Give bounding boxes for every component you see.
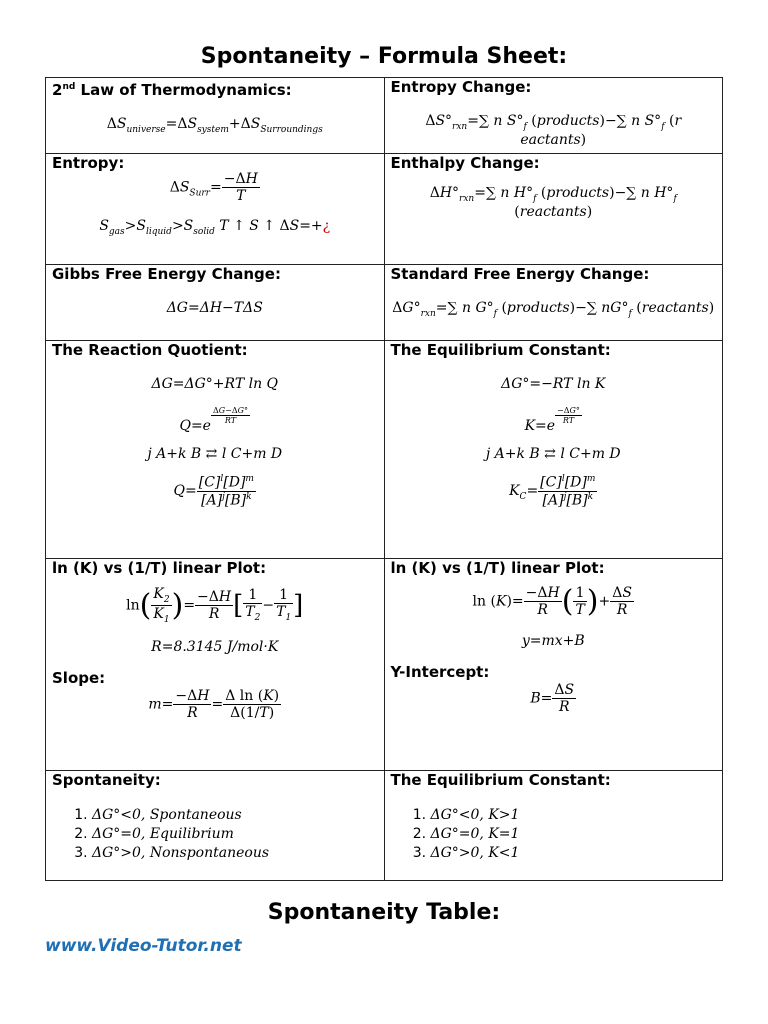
reaction-quotient-heading: The Reaction Quotient:: [52, 341, 248, 359]
gibbs-heading: Gibbs Free Energy Change:: [52, 265, 281, 283]
gas-constant: R=8.3145 J/mol·K: [151, 638, 279, 655]
cell-equilibrium-constant-2: [384, 771, 723, 881]
intercept-heading: Y-Intercept:: [390, 663, 490, 681]
spontaneity-heading: Spontaneity:: [52, 771, 161, 789]
gibbs-equation: ΔG=ΔH−TΔS: [166, 300, 263, 316]
entropy-state-equation: $S_{gas}>S_{liquid}>S_{solid}$ T ↑ S ↑ ΔS=+¿: [99, 218, 331, 237]
second-law-equation: $\Delta S_{universe}=\Delta S_{system}+\Delta S_{Surroundings}$: [106, 116, 323, 135]
standard-free-heading: Standard Free Energy Change:: [390, 265, 650, 283]
reaction-quotient-eq2: Q=e $\frac{\Delta G-\Delta G^\circ}{RT}$: [179, 406, 249, 434]
equilibrium-list: [391, 806, 717, 863]
entropy-surr-equation: $\Delta S_{Surr}=$ $\frac{-\Delta H}{T}$: [169, 171, 258, 204]
entropy-heading: Entropy:: [52, 154, 125, 172]
formula-table: [45, 77, 723, 881]
ln-plot-right-heading: ln (K) vs (1/T) linear Plot:: [390, 559, 605, 577]
equilibrium-constant-heading: The Equilibrium Constant:: [390, 341, 611, 359]
list-item: 1. ΔG°<0, K>1: [431, 806, 717, 825]
heading-text: Law of Thermodynamics:: [75, 81, 292, 99]
cell-gibbs: [46, 265, 385, 341]
cell-spontaneity: [46, 771, 385, 881]
page-title: Spontaneity – Formula Sheet:: [200, 44, 568, 69]
enthalpy-change-equation: $\Delta H^\circ_{rxn}=\sum$ n $H^\circ_f$ (products)−∑ n $H^\circ_f$ (reactants): [429, 185, 677, 220]
website-link[interactable]: www.Video-Tutor.net: [45, 936, 242, 956]
cell-second-law: [46, 78, 385, 154]
slope-equation: m= $\frac{-\Delta H}{R}$ = $\frac{\text{Δ ln (K)}}{\Delta(1/T)}$: [148, 687, 280, 721]
list-item: 1. ΔG°<0, Spontaneous: [92, 806, 378, 825]
reaction-quotient-eq4: Q= $\frac{[C]^l[D]^m}{[A]^j[B]^k}$: [173, 474, 254, 509]
intercept-equation: B= $\frac{\Delta S}{R}$: [530, 682, 575, 715]
equilibrium-constant-eq1: ΔG°=−RT ln K: [501, 376, 606, 392]
second-law-heading: [52, 78, 378, 100]
cell-ln-plot-right: [384, 559, 723, 771]
heading-number: 2: [52, 81, 63, 99]
heading-ordinal: nd: [62, 82, 76, 92]
enthalpy-change-heading: Enthalpy Change:: [390, 154, 540, 172]
equilibrium-constant-eq2: K=e $\frac{-\Delta G^\circ}{RT}$: [524, 406, 580, 434]
reaction-quotient-eq3: j A+k B ⇄ l C+m D: [147, 446, 283, 462]
equilibrium-constant-eq4: $K_C=$ $\frac{[C]^l[D]^m}{[A]^j[B]^k}$: [509, 474, 596, 509]
ln-ratio-equation: ln( $\frac{K_2}{K_1}$ )= $\frac{-\Delta H}{R}$ [ $\frac{1}{T_2}$ − $\frac{1}{T_1}$ ]: [126, 586, 304, 625]
list-item: 2. ΔG°=0, K=1: [431, 825, 717, 844]
ln-plot-left-heading: ln (K) vs (1/T) linear Plot:: [52, 559, 267, 577]
cell-equilibrium-constant: [384, 341, 723, 559]
entropy-change-equation: $\Delta S^\circ_{rxn}=\sum$ n $S^\circ_f$ (products)−∑ n $S^\circ_f$ (r eactants): [425, 113, 682, 148]
list-item: 3. ΔG°>0, Nonspontaneous: [92, 844, 378, 863]
standard-free-equation: $\Delta G^\circ_{rxn}=\sum$ n $G^\circ_f$ (products)−∑ $nG^\circ_f$ (reactants): [392, 300, 715, 319]
entropy-change-heading: Entropy Change:: [390, 78, 532, 96]
spontaneity-table-title: Spontaneity Table:: [267, 900, 501, 925]
cell-entropy-change: [384, 78, 723, 154]
cell-entropy: [46, 154, 385, 265]
cell-standard-free: [384, 265, 723, 341]
spontaneity-list: [52, 806, 378, 863]
cell-ln-plot-left: [46, 559, 385, 771]
list-item: 2. ΔG°=0, Equilibrium: [92, 825, 378, 844]
equilibrium-constant-eq3: j A+k B ⇄ l C+m D: [485, 446, 621, 462]
slope-heading: Slope:: [52, 668, 106, 687]
cell-enthalpy-change: [384, 154, 723, 265]
equilibrium-constant-2-heading: The Equilibrium Constant:: [390, 771, 611, 789]
line-equation: y=mx+B: [521, 633, 585, 649]
reaction-quotient-eq1: ΔG=ΔG°+RT ln Q: [151, 376, 279, 392]
cell-reaction-quotient: [46, 341, 385, 559]
linear-ln-equation: ln (K)= $\frac{-\Delta H}{R}$ ( $\frac{1}{T}$ )+ $\frac{\Delta S}{R}$: [472, 584, 632, 619]
list-item: 3. ΔG°>0, K<1: [431, 844, 717, 863]
